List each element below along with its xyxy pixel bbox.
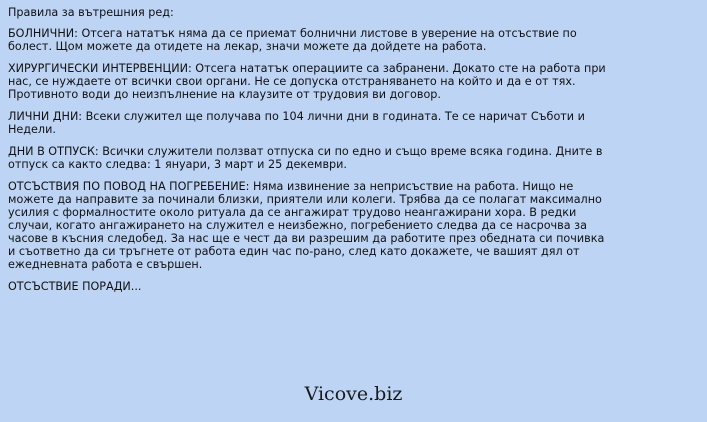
rule-absence-due-to: ОТСЪСТВИЕ ПОРАДИ... (8, 280, 142, 293)
rule-sick-leave: БОЛНИЧНИ: Отсега нататък няма да се приемат болнични листове в уверение на отсъствие по болест. Щом можете да отидете на лекар, значи можете да дойдете на работа. (8, 27, 577, 53)
rule-personal-days: ЛИЧНИ ДНИ: Всеки служител ще получава по 104 лични дни в годината. Те се наричат Съботи и Недели. (8, 110, 585, 136)
rule-surgery: ХИРУРГИЧЕСКИ ИНТЕРВЕНЦИИ: Отсега нататък операциите са забранени. Докато сте на работа при нас, се нуждаете от всички свои органи. Не се допуска отстраняването на който и да е от тях. Противното води до неизпълнение на клаузите от трудовия ви договор. (8, 62, 606, 101)
rule-funeral-absence: ОТСЪСТВИЯ ПО ПОВОД НА ПОГРЕБЕНИЕ: Няма извинение за неприсъствие на работа. Нищо не можете да направите за починали близки, приятели или колеги. Трябва да се полагат максимално усилия с формалностите около ритуала да се ангажират трудово неангажирани хора. В редки случаи, когато ангажирането на служител е неизбежно, погребението следва да се насрочва за часове в късния следобед. За нас ще е чест да ви разрешим да работите през обедната си почивка и съответно да си тръгнете от работа един час по-рано, след като докажете, че вашият дял от ежедневната работа е свършен. (8, 180, 605, 271)
rule-vacation-days: ДНИ В ОТПУСК: Всички служители ползват отпуска си по едно и също време всяка година. Дните в отпуск са както следва: 1 януари, 3 март и 25 декември. (8, 145, 603, 171)
document-body (8, 6, 608, 293)
document-intro: Правила за вътрешния ред: (8, 6, 174, 19)
site-watermark: Vicove.biz (304, 383, 403, 405)
